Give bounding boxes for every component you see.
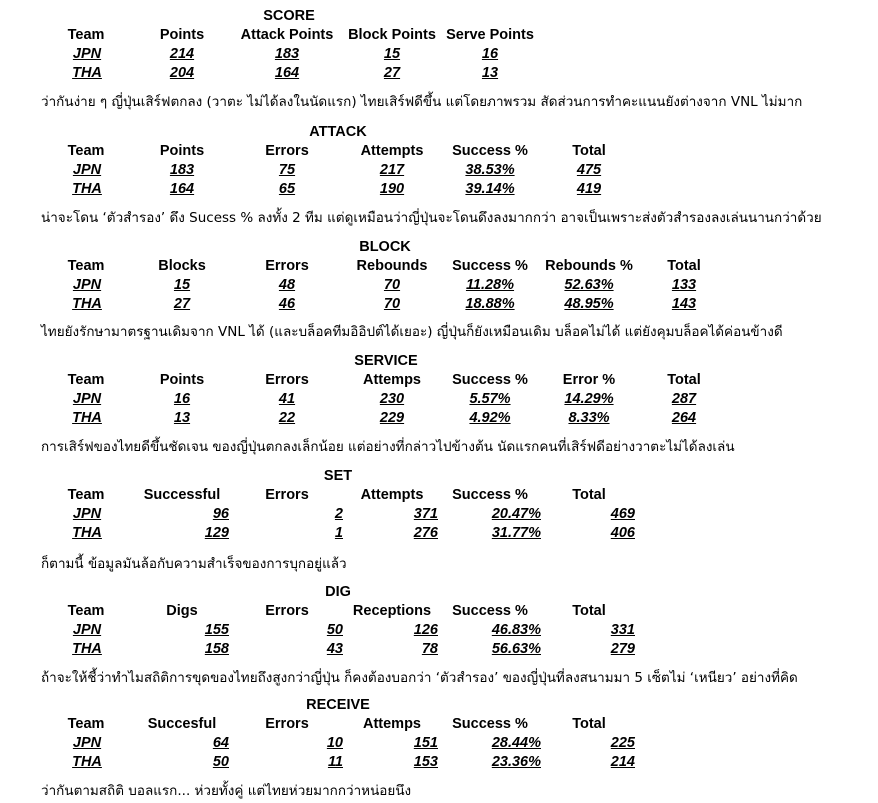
table-cell: 31.77% [491,525,541,541]
table-cell: 15 [173,277,191,293]
column-header: Errors [265,603,309,619]
table-cell: 16 [173,391,191,407]
column-header: Team [67,258,105,274]
team-cell: JPN [72,735,102,751]
table-cell: 164 [169,181,195,197]
table-cell: 46.83% [491,622,541,638]
column-header: Receptions [352,603,432,619]
table-cell: 229 [379,410,405,426]
column-header: Attemps [362,372,422,388]
column-header: Block Points [348,27,436,43]
team-cell: JPN [72,46,102,62]
table-cell: 70 [383,277,401,293]
section-title: RECEIVE [306,697,370,713]
table-cell: 155 [204,622,229,638]
column-header: Errors [265,372,309,388]
table-cell: 4.92% [469,410,511,426]
column-header: Attempts [360,487,424,503]
table-cell: 48 [278,277,296,293]
table-cell: 217 [379,162,405,178]
team-cell: THA [72,410,102,426]
column-header: Total [667,372,701,388]
table-cell: 183 [169,162,195,178]
section-title: SCORE [263,8,315,24]
team-cell: THA [72,296,102,312]
table-cell: 475 [576,162,602,178]
column-header: Total [572,716,606,732]
team-cell: JPN [72,622,102,638]
column-header: Errors [265,143,309,159]
column-header: Team [67,716,105,732]
table-cell: 287 [671,391,697,407]
team-cell: THA [72,754,102,770]
column-header: Rebounds [356,258,428,274]
table-cell: 190 [379,181,405,197]
table-cell: 230 [379,391,405,407]
table-cell: 27 [173,296,191,312]
column-header: Total [572,603,606,619]
column-header: Errors [265,716,309,732]
table-cell: 64 [212,735,229,751]
team-cell: JPN [72,277,102,293]
section-title: ATTACK [309,124,367,140]
column-header: Success % [452,716,528,732]
table-cell: 38.53% [465,162,515,178]
column-header: Errors [265,258,309,274]
column-header: Total [572,143,606,159]
table-cell: 151 [413,735,438,751]
column-header: Total [572,487,606,503]
table-cell: 20.47% [491,506,541,522]
column-header: Total [667,258,701,274]
team-cell: JPN [72,506,102,522]
column-header: Points [159,27,205,43]
table-cell: 13 [173,410,191,426]
table-cell: 276 [413,525,438,541]
section-title: BLOCK [359,239,411,255]
team-cell: THA [72,65,102,81]
table-cell: 18.88% [465,296,515,312]
table-cell: 23.36% [491,754,541,770]
table-cell: 15 [383,46,401,62]
table-cell: 11 [327,754,343,770]
table-cell: 264 [671,410,697,426]
table-cell: 96 [212,506,229,522]
column-header: Points [159,372,205,388]
table-cell: 50 [326,622,343,638]
table-cell: 214 [610,754,635,770]
table-cell: 5.57% [469,391,511,407]
team-cell: JPN [72,162,102,178]
table-cell: 65 [278,181,296,197]
section-title: SERVICE [354,353,418,369]
table-cell: 56.63% [491,641,541,657]
table-cell: 183 [274,46,300,62]
table-cell: 11.28% [465,277,515,293]
column-header: Success % [452,603,528,619]
table-cell: 14.29% [564,391,614,407]
table-cell: 158 [204,641,229,657]
table-cell: 406 [610,525,635,541]
table-cell: 16 [481,46,499,62]
table-cell: 143 [671,296,697,312]
table-cell: 133 [671,277,697,293]
column-header: Team [67,143,105,159]
table-cell: 1 [334,525,343,541]
column-header: Success % [452,487,528,503]
table-cell: 13 [481,65,499,81]
table-cell: 10 [326,735,343,751]
table-cell: 70 [383,296,401,312]
team-cell: JPN [72,391,102,407]
table-cell: 225 [610,735,635,751]
column-header: Team [67,603,105,619]
column-header: Points [159,143,205,159]
table-cell: 41 [278,391,296,407]
table-cell: 129 [204,525,229,541]
table-cell: 22 [278,410,296,426]
table-cell: 153 [413,754,438,770]
table-cell: 78 [421,641,438,657]
team-cell: THA [72,181,102,197]
column-header: Success % [452,372,528,388]
column-header: Attack Points [240,27,334,43]
commentary-text: ถ้าจะให้ชี้ว่าทำไมสถิติการขุดของไทยถึงสูงกว่าญี่ปุ่น ก็คงต้องบอกว่า ‘ตัวสำรอง’ ของญี่ปุ่นที่ลงสนามมา 5 เซ็ตไม่ ‘เหนียว’ อย่างที่คิด [41,670,798,686]
column-header: Attempts [360,143,424,159]
commentary-text: ไทยยังรักษามาตรฐานเดิมจาก VNL ได้ (และบล็อคทีมอิอิปต์ได้เยอะ) ญี่ปุ่นก็ยังเหมือนเดิม บล็อคไม่ได้ แต่ยังคุมบล็อคได้ค่อนข้างดี [41,324,783,340]
table-cell: 28.44% [491,735,541,751]
table-cell: 27 [383,65,401,81]
column-header: Team [67,487,105,503]
column-header: Attemps [362,716,422,732]
table-cell: 419 [576,181,602,197]
column-header: Succesful [147,716,217,732]
table-cell: 2 [334,506,343,522]
table-cell: 50 [212,754,229,770]
section-title: SET [323,468,353,484]
table-cell: 279 [610,641,635,657]
column-header: Blocks [158,258,206,274]
table-cell: 371 [413,506,438,522]
table-cell: 48.95% [564,296,614,312]
team-cell: THA [72,525,102,541]
commentary-text: น่าจะโดน ‘ตัวสำรอง’ ดึง Sucess % ลงทั้ง 2 ทีม แต่ดูเหมือนว่าญี่ปุ่นจะโดนดึงลงมากกว่า อาจเป็นเพราะส่งตัวสำรองลงเล่นนานกว่าด้วย [41,210,822,226]
column-header: Success % [452,143,528,159]
section-title: DIG [325,584,351,600]
table-cell: 469 [610,506,635,522]
column-header: Error % [562,372,616,388]
table-cell: 8.33% [568,410,610,426]
table-cell: 39.14% [465,181,515,197]
column-header: Serve Points [446,27,534,43]
table-cell: 204 [169,65,195,81]
table-cell: 164 [274,65,300,81]
table-cell: 46 [278,296,296,312]
column-header: Errors [265,487,309,503]
column-header: Success % [452,258,528,274]
table-cell: 43 [326,641,343,657]
table-cell: 214 [169,46,195,62]
table-cell: 52.63% [564,277,614,293]
column-header: Digs [166,603,198,619]
commentary-text: ว่ากันตามสถิติ บอลแรก... ห่วยทั้งคู่ แต่ไทยห่วยมากกว่าหน่อยนึง [41,783,412,799]
column-header: Team [67,27,105,43]
table-cell: 126 [413,622,438,638]
column-header: Team [67,372,105,388]
table-cell: 331 [610,622,635,638]
team-cell: THA [72,641,102,657]
table-cell: 75 [278,162,296,178]
commentary-text: ก็ตามนี้ ข้อมูลมันล้อกับความสำเร็จของการบุกอยู่แล้ว [41,556,347,572]
commentary-text: ว่ากันง่าย ๆ ญี่ปุ่นเสิร์ฟตกลง (วาตะ ไม่ได้ลงในนัดแรก) ไทยเสิร์ฟดีขึ้น แต่โดยภาพรวม สัดส่วนการทำคะแนนยังต่างจาก VNL ไม่มาก [41,94,803,110]
column-header: Rebounds % [545,258,633,274]
commentary-text: การเสิร์ฟของไทยดีขึ้นชัดเจน ของญี่ปุ่นตกลงเล็กน้อย แต่อย่างที่กล่าวไปข้างต้น นัดแรกคนที่เสิร์ฟดีอย่างวาตะไม่ได้ลงเล่น [41,439,735,455]
column-header: Successful [143,487,221,503]
